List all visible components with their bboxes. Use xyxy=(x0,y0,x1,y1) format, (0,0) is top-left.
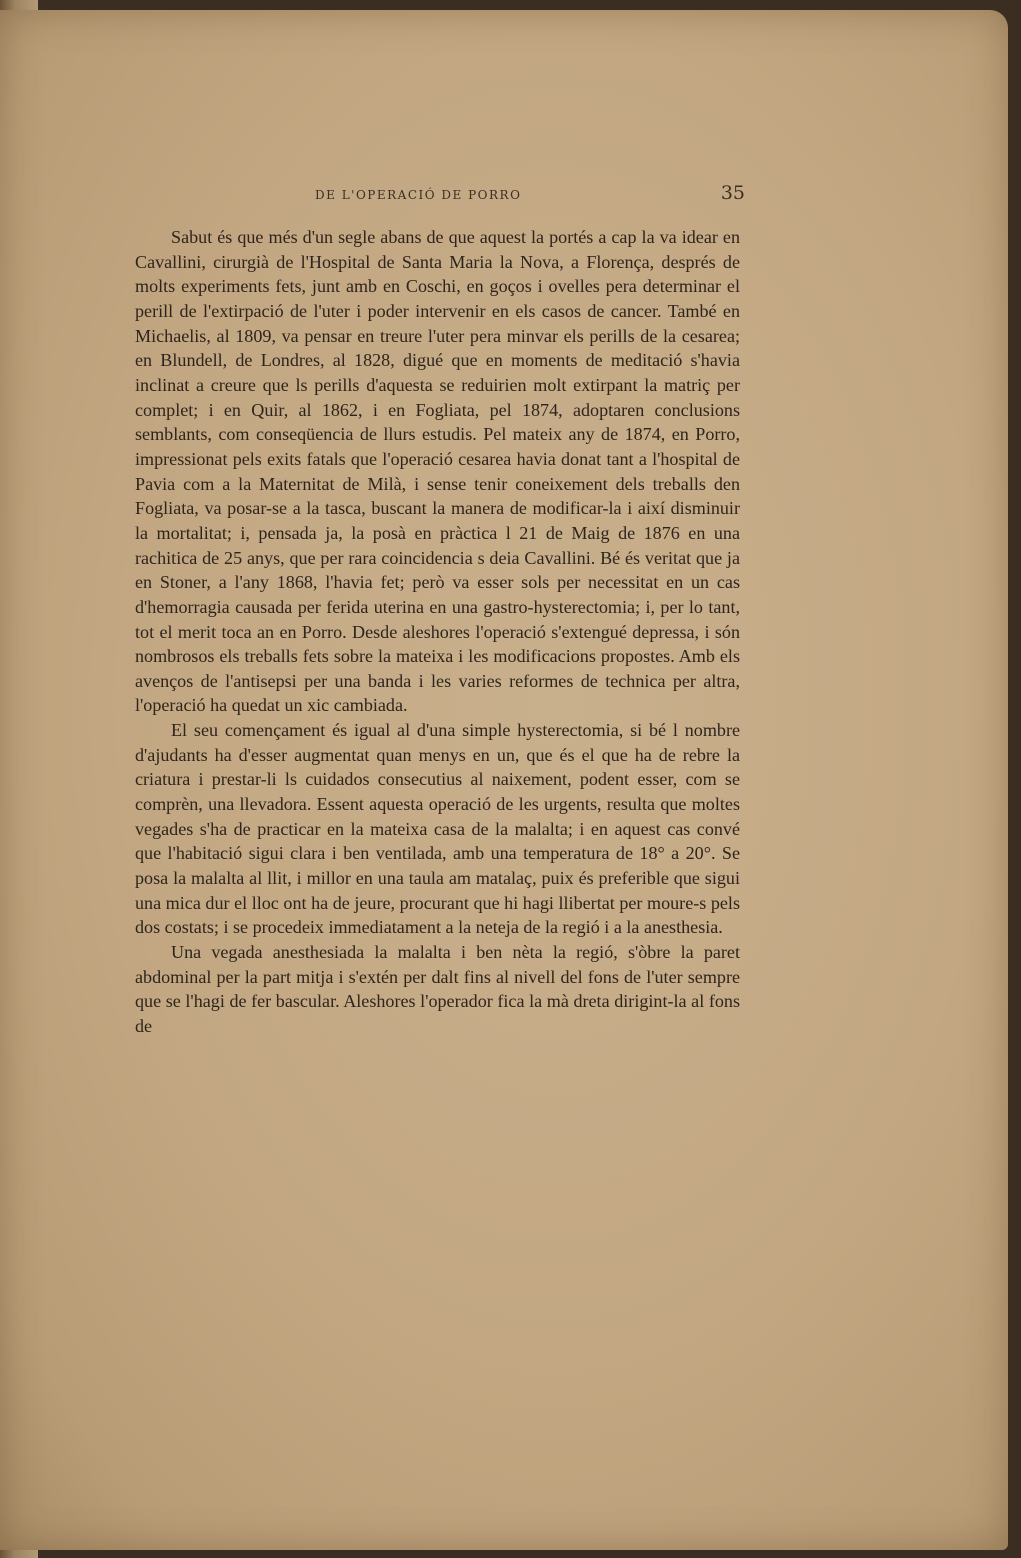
paper-sheet xyxy=(0,10,1008,1550)
page-header xyxy=(140,182,745,208)
paragraph: Sabut és que més d'un segle abans de que aquest la portés a cap la va idear en Cavallini, cirurgià de l'Hospital de Santa Maria la Nova, a Florença, després de molts experiments fets, junt amb en Coschi, en goços i ovelles pera determinar el perill de l'extirpació de l'uter i poder intervenir en els casos de cancer. També en Michaelis, al 1809, va pensar en treure l'uter pera minvar els perills de la cesarea; en Blundell, de Londres, al 1828, digué que en moments de meditació s'havia inclinat a creure que ls perills d'aquesta se reduirien molt extirpant la matriç per complet; i en Quir, al 1862, i en Fogliata, pel 1874, adoptaren conclusions semblants, com conseqüencia de llurs estudis. Pel mateix any de 1874, en Porro, impressionat pels exits fatals que l'operació cesarea havia donat tant a l'hospital de Pavia com a la Maternitat de Milà, i sense tenir coneixement dels treballs den Fogliata, va posar-se a la tasca, buscant la manera de modificar-la i així disminuir la mortalitat; i, pensada ja, la posà en pràctica l 21 de Maig de 1876 en una rachitica de 25 anys, que per rara coincidencia s deia Cavallini. Bé és veritat que ja en Stoner, a l'any 1868, l'havia fet; però va esser sols per necessitat en un cas d'hemorragia causada per ferida uterina en una gastro-hysterectomia; i, per lo tant, tot el merit toca an en Porro. Desde aleshores l'operació s'extengué depressa, i són nombrosos els treballs fets sobre la mateixa i les modificacions propostes. Amb els avenços de l'antisepsi per una banda i les varies reformes de technica per altra, l'operació ha quedat un xic cambiada. xyxy=(135,227,740,716)
paragraph: Una vegada anesthesiada la malalta i ben nèta la regió, s'òbre la paret abdominal per la part mitja i s'extén per dalt fins al nivell del fons de l'uter sempre que se l'hagi de fer bascular. Aleshores l'operador fica la mà dreta dirigint-la al fons de xyxy=(135,942,740,1036)
paragraph: El seu començament és igual al d'una simple hysterectomia, si bé l nombre d'ajudants ha d'esser augmentat quan menys en un, que és el que ha de rebre la criatura i prestar-li ls cuidados consecutius al naixement, podent esser, com se comprèn, una llevadora. Essent aquesta operació de les urgents, resulta que moltes vegades s'ha de practicar en la mateixa casa de la malalta; i en aquest cas convé que l'habitació sigui clara i ben ventilada, amb una temperatura de 18° a 20°. Se posa la malalta al llit, i millor en una taula am matalaç, puix és preferible que sigui una mica dur el lloc ont ha de jeure, procurant que hi hagi llibertat per moure-s pels dos costats; i se procedeix immediatament a la neteja de la regió i a la anesthesia. xyxy=(135,720,740,938)
body-text xyxy=(135,225,740,1039)
page-number: 35 xyxy=(720,182,745,204)
running-head: DE L'OPERACIÓ DE PORRO xyxy=(315,188,522,202)
